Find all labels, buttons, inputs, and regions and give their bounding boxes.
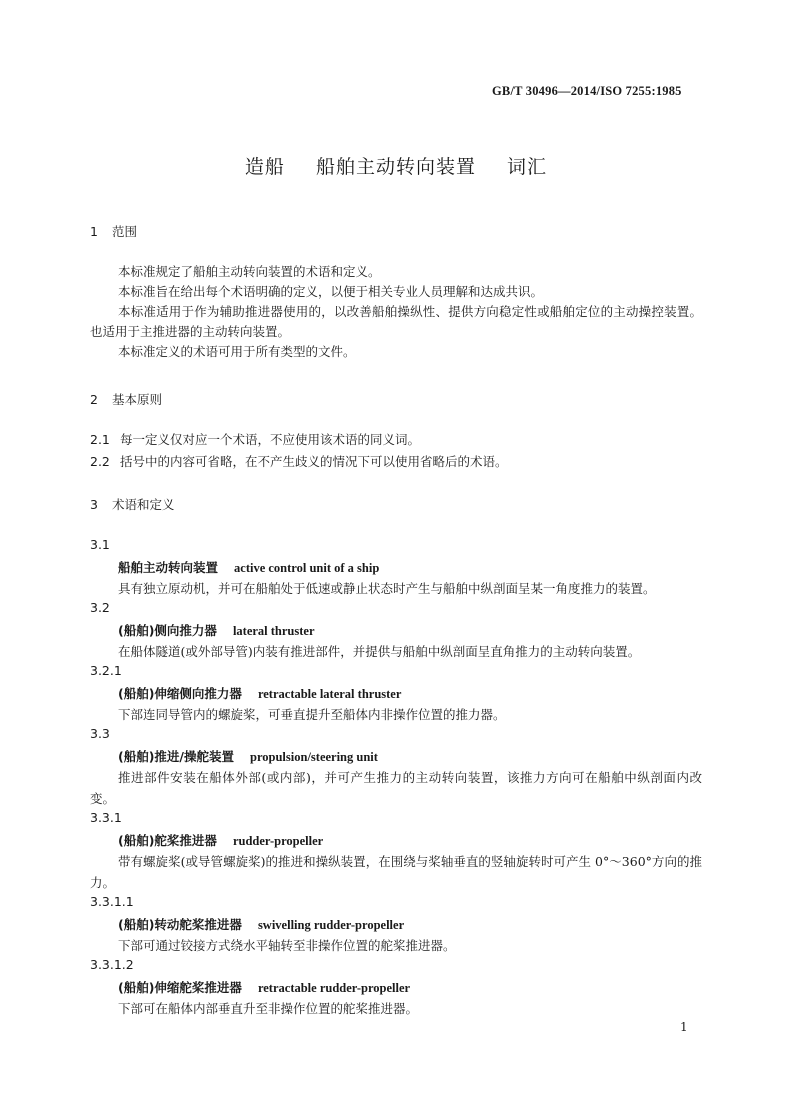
section-heading-terms	[90, 495, 175, 513]
page-number: 1	[680, 1020, 688, 1034]
term-number: 3.3.1.2	[90, 957, 134, 972]
term-number: 3.2	[90, 600, 110, 615]
term-zh: 船舶主动转向装置	[118, 560, 219, 575]
scope-paragraph: 本标准定义的术语可用于所有类型的文件。	[118, 344, 356, 359]
term-number: 3.3.1	[90, 810, 122, 825]
title-part-2: 船舶主动转向装置	[315, 156, 476, 178]
clause-text: 括号中的内容可省略，在不产生歧义的情况下可以使用省略后的术语。	[120, 454, 508, 469]
term-definition: 下部可在船体内部垂直升至非操作位置的舵桨推进器。	[118, 1001, 419, 1016]
term-definition: 带有螺旋桨(或导管螺旋桨)的推进和操纵装置，在围绕与桨轴垂直的竖轴旋转时可产生 0°～360°方向的推力。	[90, 854, 702, 890]
term-entry	[118, 558, 379, 576]
term-zh: (船舶)推进/操舵装置	[118, 749, 234, 764]
clause-number: 2.2	[90, 454, 110, 469]
term-number: 3.1	[90, 537, 110, 552]
term-number: 3.2.1	[90, 663, 122, 678]
term-zh: (船舶)侧向推力器	[118, 623, 217, 638]
term-en: retractable lateral thruster	[257, 687, 402, 701]
section-number: 2	[90, 392, 98, 407]
term-zh: (船舶)伸缩侧向推力器	[118, 686, 242, 701]
principle-clause	[90, 430, 420, 448]
term-definition: 在船体隧道(或外部导管)内装有推进部件，并提供与船舶中纵剖面呈直角推力的主动转向装置。	[118, 644, 641, 659]
section-number: 3	[90, 497, 98, 512]
term-en: lateral thruster	[232, 624, 315, 638]
term-entry	[118, 621, 315, 639]
term-zh: (船舶)转动舵桨推进器	[118, 917, 242, 932]
term-definition: 下部可通过铰接方式绕水平轴转至非操作位置的舵桨推进器。	[118, 938, 456, 953]
term-en: active control unit of a ship	[234, 561, 380, 575]
term-definition: 具有独立原动机，并可在船舶处于低速或静止状态时产生与船舶中纵剖面呈某一角度推力的装置。	[118, 581, 656, 596]
section-number: 1	[90, 224, 98, 239]
term-definition: 下部连同导管内的螺旋桨，可垂直提升至船体内非操作位置的推力器。	[118, 707, 506, 722]
clause-number: 2.1	[90, 432, 110, 447]
term-entry	[118, 978, 410, 996]
scope-paragraph: 本标准旨在给出每个术语明确的定义，以便于相关专业人员理解和达成共识。	[118, 284, 544, 299]
term-zh: (船舶)舵桨推进器	[118, 833, 217, 848]
term-entry	[118, 915, 404, 933]
term-number: 3.3	[90, 726, 110, 741]
principle-clause	[90, 452, 508, 470]
section-heading-principles	[90, 390, 162, 408]
term-entry	[118, 831, 323, 849]
title-part-1: 造船	[244, 156, 285, 178]
term-number: 3.3.1.1	[90, 894, 134, 909]
scope-body	[90, 262, 702, 362]
section-heading-scope	[90, 222, 137, 240]
title-part-3: 词汇	[507, 156, 548, 178]
section-title: 术语和定义	[112, 497, 175, 512]
scope-paragraph: 本标准规定了船舶主动转向装置的术语和定义。	[118, 264, 381, 279]
term-zh: (船舶)伸缩舵桨推进器	[118, 980, 242, 995]
section-title: 范围	[112, 224, 138, 239]
section-title: 基本原则	[112, 392, 163, 407]
term-en: retractable rudder-propeller	[257, 981, 411, 995]
term-en: rudder-propeller	[232, 834, 324, 848]
term-entry	[118, 684, 401, 702]
scope-paragraph: 本标准适用于作为辅助推进器使用的，以改善船舶操纵性、提供方向稳定性或船舶定位的主动操控装置。也适用于主推进器的主动转向装置。	[90, 304, 702, 339]
term-en: swivelling rudder-propeller	[257, 918, 405, 932]
clause-text: 每一定义仅对应一个术语，不应使用该术语的同义词。	[120, 432, 421, 447]
document-title	[0, 152, 792, 179]
term-definition: 推进部件安装在船体外部(或内部)，并可产生推力的主动转向装置，该推力方向可在船舶中纵剖面内改变。	[90, 770, 702, 806]
standard-code: GB/T 30496—2014/ISO 7255:1985	[492, 84, 682, 98]
term-en: propulsion/steering unit	[250, 750, 378, 764]
term-entry	[118, 747, 378, 765]
